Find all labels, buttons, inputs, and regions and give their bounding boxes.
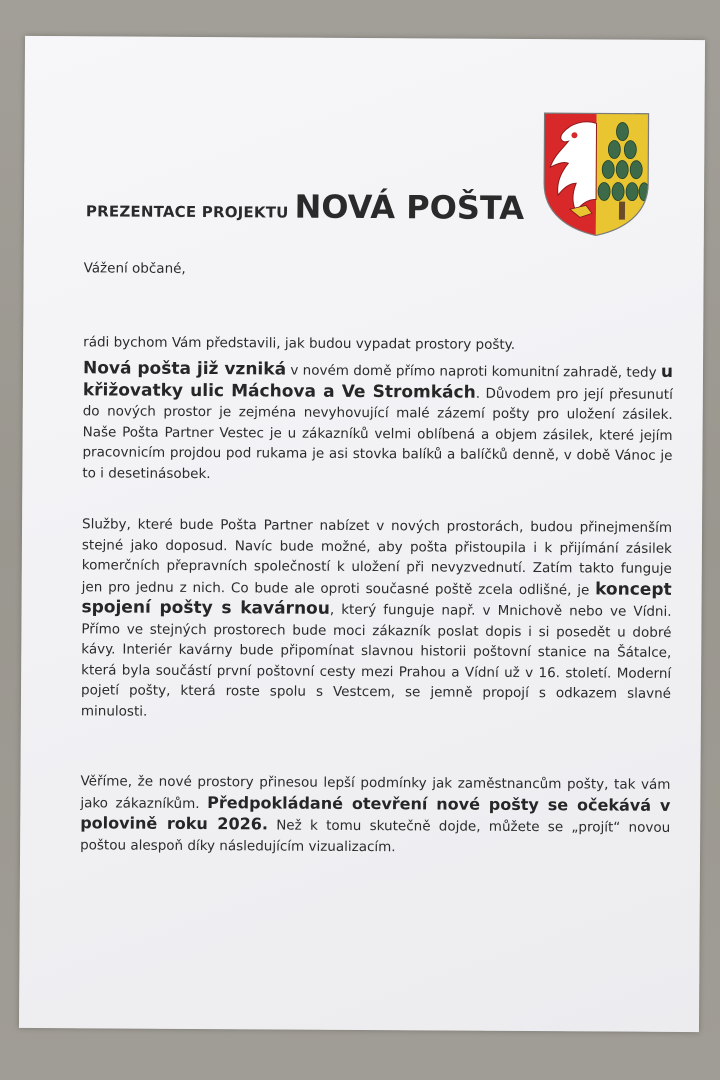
notice-header — [86, 186, 536, 239]
p2-text-1: Služby, které bude Pošta Partner nabízet v nových prostorách, budou přinejmenším stejné jako doposud. Navíc bude možné, aby pošta přistoupila i k přijímání zásilek komerčních přepravních společností k uložení při nevyzvednutí. Zatím takto funguje jen pro jednu z nich. Co bude ale oproti současné poště zcela odlišné, je — [81, 516, 673, 598]
p1-bold-2: u křižovatky ulic Máchova a Ve Stromkách — [82, 361, 674, 403]
paragraph-1 — [82, 358, 673, 487]
greeting: Vážení občané, — [83, 260, 186, 277]
p2-text-2: , který funguje např. v Mnichově nebo ve Vídni. Přímo ve stejných prostorech bude moci zákazník poslat dopis i si posedět u dobré kávy. Interiér kavárny bude připomínat slavnou historii poštovní stanice na Šátalce, která byla součástí první poštovní cesty mezi Prahou a Vídní už v 16. století. Moderní pojetí pošty, která roste spolu s Vestcem, se jemně propojí s odkazem slavné minulosti. — [80, 601, 672, 720]
p2-bold-1: koncept spojení pošty s kavárnou — [81, 578, 672, 619]
municipal-coat-of-arms-icon — [540, 109, 653, 238]
intro-line: rádi bychom Vám představili, jak budou vypadat prostory pošty. — [83, 334, 516, 353]
p3-text-1: Věříme, že nové prostory přinesou lepší podmínky jak zaměstnancům pošty, tak vám jako zákazníkům. — [80, 773, 671, 812]
p3-text-2: Než k tomu skutečně dojde, můžete se „projít“ novou poštou alespoň díky následujícím vizualizacím. — [80, 817, 671, 855]
paragraph-2 — [81, 514, 672, 725]
p1-text-2: . Důvodem pro její přesunutí do nových prostor je zejména nevyhovující malé zázemí pošty pro uložení zásilek. Naše Pošta Partner Vestec je u zákazníků velmi oblíbená a objem zásilek, které jejím pracovnicím projdou pod rukama je asi stovka balíků a balíčků denně, v době Vánoc je to i desetinásobek. — [82, 385, 673, 482]
paragraph-3 — [80, 771, 671, 859]
page-title: NOVÁ POŠTA — [294, 187, 525, 227]
p1-bold-1: Nová pošta již vzniká — [82, 358, 287, 380]
header-prefix: PREZENTACE PROJEKTU — [85, 202, 289, 222]
p3-bold-1: Předpokládané otevření nové pošty se očekává v polovině roku 2026. — [80, 792, 671, 834]
notice-paper — [19, 36, 705, 1032]
p1-text-1: v novém domě přímo naproti komunitní zahradě, tedy — [286, 362, 661, 381]
